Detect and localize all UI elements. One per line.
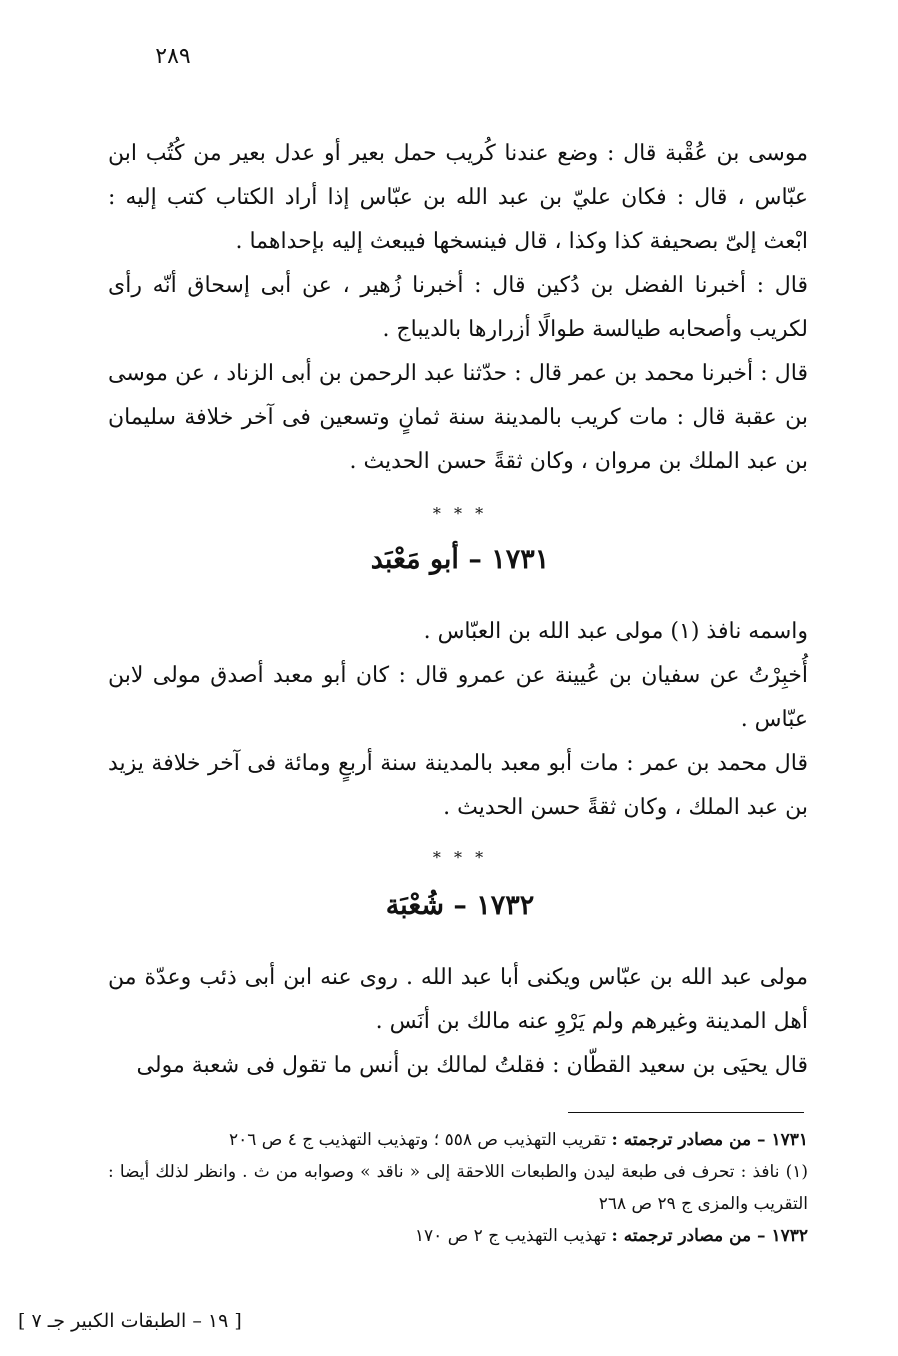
footnote-text: تهذيب التهذيب ج ٢ ص ١٧٠ [414,1226,612,1246]
section-separator: * * * [432,848,488,867]
continued-text-block [108,132,808,484]
paragraph: قال يحيَى بن سعيد القطّان : فقلتُ لمالك بن أنس ما تقول فى شعبة مولى [136,1053,808,1078]
page-footer-signature: [ ١٩ – الطبقات الكبير جـ ٧ ] [18,1310,242,1332]
footnote-rule [568,1112,804,1113]
footnote-text: (١) نافذ : تحرف فى طبعة ليدن والطبعات اللاحقة إلى « ناقد » وصوابه من ث . وانظر لذلك أيضا : التقريب والمزى ج ٢٩ ص ٢٦٨ [108,1162,808,1214]
entry-heading-1731: ١٧٣١ – أبو مَعْبَد [370,544,550,575]
footnote-text: تقريب التهذيب ص ٥٥٨ ؛ وتهذيب التهذيب ج ٤ ص ٢٠٦ [228,1130,612,1150]
footnote [108,1124,808,1156]
paragraph: واسمه نافذ (١) مولى عبد الله بن العبّاس . [423,619,808,644]
entry-heading-1732: ١٧٣٢ – شُعْبَة [385,890,535,921]
page-number: ٢٨٩ [155,44,191,69]
entry-1731-text [108,610,808,830]
section-separator: * * * [432,504,488,523]
paragraph: قال : أخبرنا الفضل بن دُكين قال : أخبرنا زُهير ، عن أبى إسحاق أنّه رأى لكريب وأصحابه طيالسة طوالًا أزرارها بالديباج . [108,273,808,342]
paragraph: قال محمد بن عمر : مات أبو معبد بالمدينة سنة أربعٍ ومائة فى آخر خلافة يزيد بن عبد الملك ، وكان ثقةً حسن الحديث . [108,751,808,820]
footnote-lead: ١٧٣٢ – من مصادر ترجمته : [611,1226,808,1246]
paragraph: مولى عبد الله بن عبّاس ويكنى أبا عبد الله . روى عنه ابن أبى ذئب وعدّة من أهل المدينة وغيرهم ولم يَرْوِ عنه مالك بن أنَس . [108,965,808,1034]
footnotes [108,1124,808,1252]
paragraph: أُخبِرْتُ عن سفيان بن عُيينة عن عمرو قال : كان أبو معبد أصدق مولى لابن عبّاس . [108,663,808,732]
footnote [108,1220,808,1252]
entry-1732-text [108,956,808,1088]
paragraph: قال : أخبرنا محمد بن عمر قال : حدّثنا عبد الرحمن بن أبى الزناد ، عن موسى بن عقبة قال : مات كريب بالمدينة سنة ثمانٍ وتسعين فى آخر خلافة سليمان بن عبد الملك بن مروان ، وكان ثقةً حسن الحديث . [108,361,808,474]
footnote-lead: ١٧٣١ – من مصادر ترجمته : [611,1130,808,1150]
paragraph: موسى بن عُقْبة قال : وضع عندنا كُريب حمل بعير أو عدل بعير من كُتُب ابن عبّاس ، قال : فكان عليّ بن عبد الله بن عبّاس إذا أراد الكتاب كتب إليه : ابْعث إلىّ بصحيفة كذا وكذا ، قال فينسخها فيبعث إليه بإحداهما . [108,141,808,254]
footnote [108,1156,808,1220]
